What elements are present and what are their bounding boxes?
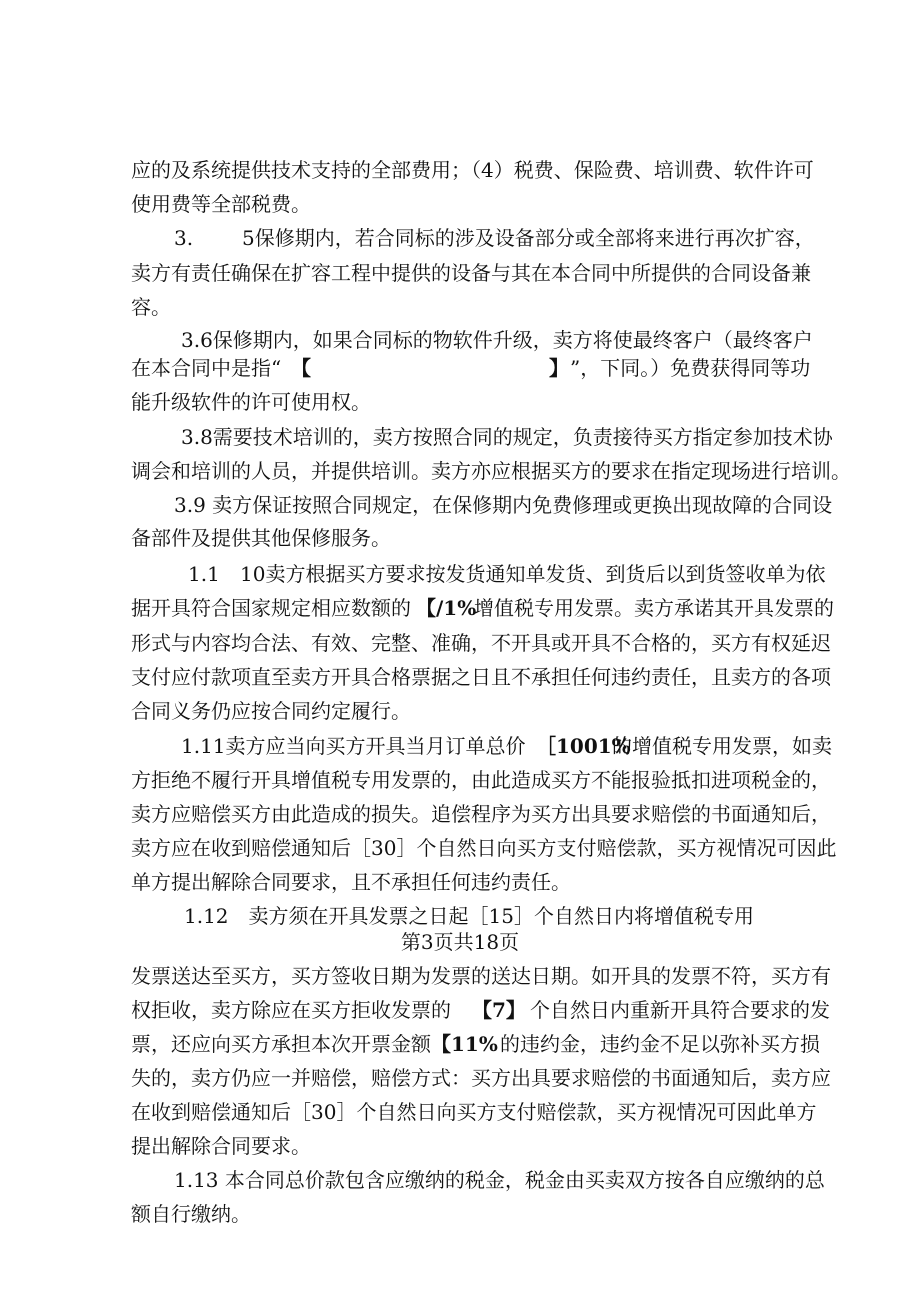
para-1-12-cont-line-4: 失的，卖方仍应一并赔偿，赔偿方式：买方出具要求赔偿的书面通知后，卖方应: [131, 1066, 831, 1090]
para-3-8-line-1: 3.8需要技术培训的，卖方按照合同的规定，负责接待买方指定参加技术协: [181, 425, 833, 449]
para-1-13-line-2: 额自行缴纳。: [131, 1202, 251, 1226]
para-3-5-line-1: 5保修期内，若合同标的涉及设备部分或全部将来进行再次扩容，: [242, 226, 815, 250]
blank-bracket-close: 】: [549, 356, 569, 380]
page-number-footer: 第3页共18页: [400, 930, 520, 954]
para-1-10-line-1: 10卖方根据买方要求按发货通知单发货、到货后以到货签收单为依: [240, 562, 826, 586]
para-3-4-line-1: 应的及系统提供技术支持的全部费用；（4）税费、保险费、培训费、软件许可: [131, 158, 814, 182]
para-1-13-line-1: 1.13 本合同总价款包含应缴纳的税金，税金由买卖双方按各自应缴纳的总: [174, 1168, 825, 1192]
para-1-12-cont-line-1: 发票送达至买方，买方签收日期为发票的送达日期。如开具的发票不符，买方有: [131, 964, 831, 988]
para-1-10-line-2a: 据开具符合国家规定相应数额的: [131, 596, 411, 620]
para-1-12-line-1: 1.12 卖方须在开具发票之日起［15］个自然日内将增值税专用: [184, 904, 754, 928]
para-3-6-line-2a: 在本合同中是指“: [131, 356, 282, 380]
tax-rate-bold: 【/1%: [416, 596, 477, 620]
para-3-6-line-3: 能升级软件的许可使用权。: [131, 390, 371, 414]
blank-bracket-open: 【: [291, 356, 311, 380]
para-1-12-cont-line-6: 提出解除合同要求。: [131, 1134, 311, 1158]
para-1-11-line-4: 卖方应在收到赔偿通知后［30］个自然日向买方支付赔偿款，买方视情况可因此: [131, 836, 837, 860]
para-1-12-cont-line-3b: 的违约金，违约金不足以弥补买方损: [500, 1032, 820, 1056]
para-1-12-cont-line-2b: 个自然日内重新开具符合要求的发: [530, 998, 830, 1022]
para-3-5-number: 3.: [174, 226, 194, 250]
para-1-10-line-4: 支付应付款项直至卖方开具合格票据之日且不承担任何违约责任，且卖方的各项: [131, 665, 831, 689]
days-bold: 【7】: [472, 998, 526, 1022]
para-1-11-line-1a: 1.11卖方应当向买方开具当月订单总价: [181, 734, 526, 758]
para-3-6-line-2b: ”，下同。）免费获得同等功: [570, 356, 811, 380]
para-1-12-cont-line-3a: 票，还应向买方承担本次开票金额: [131, 1032, 431, 1056]
para-3-6-line-1: 3.6保修期内，如果合同标的物软件升级，卖方将使最终客户（最终客户: [181, 328, 813, 352]
para-1-12-cont-line-5: 在收到赔偿通知后［30］个自然日向买方支付赔偿款，买方视情况可因此单方: [131, 1100, 817, 1124]
para-1-10-line-2b: 增值税专用发票。卖方承诺其开具发票的: [474, 596, 834, 620]
para-1-10-line-3: 形式与内容均合法、有效、完整、准确，不开具或开具不合格的，买方有权延迟: [131, 631, 831, 655]
para-3-9-line-1: 3.9 卖方保证按照合同规定，在保修期内免费修理或更换出现故障的合同设: [174, 493, 833, 517]
para-1-12-cont-line-2a: 权拒收，卖方除应在买方拒收发票的: [131, 998, 451, 1022]
para-3-5-line-2: 卖方有责任确保在扩容工程中提供的设备与其在本合同中所提供的合同设备兼: [131, 261, 811, 285]
para-3-8-line-2: 调会和培训的人员，并提供培训。卖方亦应根据买方的要求在指定现场进行培训。: [131, 459, 851, 483]
para-1-11-line-2: 方拒绝不履行开具增值税专用发票的，由此造成买方不能报验抵扣进项税金的，: [131, 768, 831, 792]
para-1-10-line-5: 合同义务仍应按合同约定履行。: [131, 699, 411, 723]
para-1-11-line-3: 卖方应赔偿买方由此造成的损失。追偿程序为买方出具要求赔偿的书面通知后，: [131, 802, 831, 826]
para-1-11-line-1b: 的增值税专用发票，如卖: [612, 734, 832, 758]
para-1-11-line-5: 单方提出解除合同要求，且不承担任何违约责任。: [131, 870, 571, 894]
para-3-9-line-2: 备部件及提供其他保修服务。: [131, 526, 391, 550]
para-3-5-line-3: 容。: [131, 295, 171, 319]
para-3-4-line-2: 使用费等全部税费。: [131, 192, 311, 216]
total-percent-bold: ［1001%: [536, 734, 631, 758]
para-1-10-number: 1.1: [188, 562, 220, 586]
penalty-rate-bold: 【11%: [431, 1032, 498, 1056]
